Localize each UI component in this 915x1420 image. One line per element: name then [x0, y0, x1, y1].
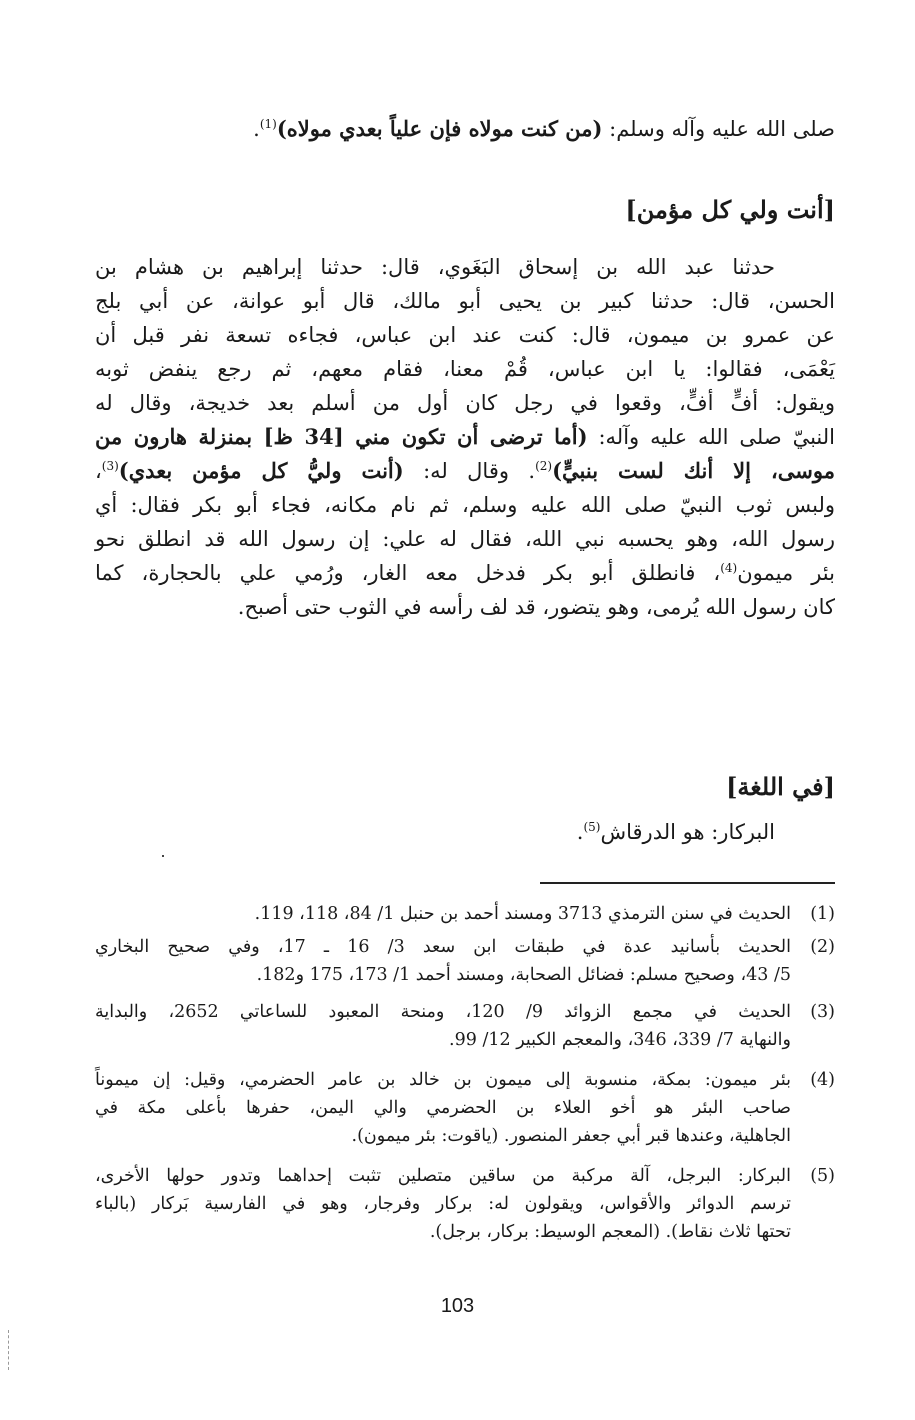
top-line-suffix: .	[253, 117, 260, 141]
footnote-number: (5)	[810, 1166, 835, 1186]
footnote-text	[95, 998, 791, 1054]
footnote-line: الحديث في سنن الترمذي 3713 ومسند أحمد بن حنبل 1/ 84، 118، 119.	[254, 904, 791, 924]
lang-line-text: البركار: هو الدرقاش	[600, 820, 775, 844]
line7-plain: . وقال له:	[403, 459, 536, 483]
footnote-ref-1: (1)	[259, 117, 277, 131]
paragraph-line-2: الحسن، قال: حدثنا كبير بن يحيى أبو مالك، قال أبو عوانة، عن أبي بلج	[95, 289, 835, 313]
line10-a: بئر ميمون	[737, 561, 835, 585]
footnote-4	[95, 1066, 835, 1150]
footnote-line: صاحب البئر هو أخو العلاء بن الحضرمي والي اليمن، حفرها بأعلى مكة في	[95, 1098, 791, 1118]
hadith-quote-wali: (أنت وليُّ كل مؤمن بعدي)	[118, 458, 404, 483]
paragraph-line-7	[95, 454, 835, 488]
footnote-line: الجاهلية، وعندها قبر أبي جعفر المنصور. (ياقوت: بئر ميمون).	[351, 1126, 791, 1146]
footnote-text	[95, 933, 791, 989]
paragraph-line-9: رسول الله، وهو يحسبه نبي الله، فقال له علي: إن رسول الله قد انطلق نحو	[95, 527, 835, 551]
footnote-ref-2: (2)	[535, 459, 553, 473]
footnote-line: والنهاية 7/ 339، 346، والمعجم الكبير 12/ 99.	[449, 1030, 791, 1050]
hadith-quote-manzila: (أما ترضى أن تكون مني [34 ظ] بمنزلة هارون من	[95, 424, 588, 449]
page-number: 103	[440, 1295, 475, 1317]
footnote-number: (2)	[810, 937, 835, 957]
paragraph-line-1: حدثنا عبد الله بن إسحاق البَغَوي، قال: حدثنا إبراهيم بن هشام بن	[95, 255, 775, 279]
section-heading-lugha: [في اللغة]	[726, 772, 835, 801]
paragraph-line-5: ويقول: أفٍّ أفٍّ، وقعوا في رجل كان أول من أسلم بعد خديجة، وقال له	[95, 391, 835, 415]
footnote-line: 5/ 43، وصحيح مسلم: فضائل الصحابة، ومسند أحمد 1/ 173، 175 و182.	[256, 965, 791, 985]
footnote-3	[95, 998, 835, 1054]
footnote-number: (3)	[810, 1002, 835, 1022]
top-line	[95, 112, 835, 146]
lang-line	[95, 815, 775, 849]
document-page	[95, 0, 835, 1420]
paragraph-line-8: ولبس ثوب النبيّ صلى الله عليه وسلم، ثم نام مكانه، فجاء أبو بكر فقال: أي	[95, 493, 835, 517]
footnote-line: ترسم الدوائر والأقواس، ويقولون له: بركار وفرجار، وهو في الفارسية بَركار (بالباء	[95, 1194, 791, 1214]
footnote-separator	[540, 882, 835, 884]
paragraph-line-6	[95, 420, 835, 454]
footnote-line: تحتها ثلاث نقاط). (المعجم الوسيط: بركار، برجل).	[429, 1222, 791, 1242]
footnote-text	[95, 900, 791, 928]
lang-line-suffix: .	[576, 820, 584, 844]
footnote-ref-5: (5)	[583, 820, 601, 834]
footnote-line: الحديث بأسانيد عدة في طبقات ابن سعد 3/ 16 ـ 17، وفي صحيح البخاري	[95, 937, 791, 957]
paragraph-line-4: يَعْمَى، فقالوا: يا ابن عباس، قُمْ معنا، فقام معهم، ثم رجع ينفض ثوبه	[95, 357, 835, 381]
scan-margin-mark	[8, 1330, 10, 1370]
footnote-ref-3: (3)	[101, 459, 119, 473]
footnote-line: بئر ميمون: بمكة، منسوبة إلى ميمون بن خالد بن عامر الحضرمي، وقيل: إن ميموناً	[95, 1070, 791, 1090]
footnote-line: الحديث في مجمع الزوائد 9/ 120، ومنحة المعبود للساعاتي 2652، والبداية	[95, 1002, 791, 1022]
footnote-2	[95, 933, 835, 989]
footnote-1	[95, 900, 835, 928]
top-line-prefix: صلى الله عليه وآله وسلم:	[602, 117, 835, 141]
footnote-number: (1)	[810, 904, 835, 924]
line7-end: ،	[95, 459, 102, 483]
paragraph-line-3: عن عمرو بن ميمون، قال: كنت عند ابن عباس، فجاءه تسعة نفر قبل أن	[95, 323, 835, 347]
hadith-quote-nabi: موسى، إلا أنك لست بنبيٍّ)	[552, 458, 835, 483]
footnote-text	[95, 1162, 791, 1246]
footnote-line: البركار: البرجل، آلة مركبة من ساقين متصلين تثبت إحداهما وتدور حولها الأخرى،	[95, 1166, 791, 1186]
footnote-5	[95, 1162, 835, 1246]
footnote-number: (4)	[810, 1070, 835, 1090]
top-line-quote: (من كنت مولاه فإن علياً بعدي مولاه)	[276, 116, 603, 141]
section-heading-wali: [أنت ولي كل مؤمن]	[625, 195, 835, 224]
line6-plain: النبيّ صلى الله عليه وآله:	[587, 425, 835, 449]
line10-b: ، فانطلق أبو بكر فدخل معه الغار، ورُمي علي بالحجارة، كما	[95, 561, 721, 585]
footnote-ref-4: (4)	[720, 561, 738, 575]
paragraph-line-10	[95, 556, 835, 590]
footnote-text	[95, 1066, 791, 1150]
paragraph-line-11: كان رسول الله يُرمى، وهو يتضور، قد لف رأسه في الثوب حتى أصبح.	[237, 595, 835, 619]
scan-speck	[162, 855, 164, 857]
